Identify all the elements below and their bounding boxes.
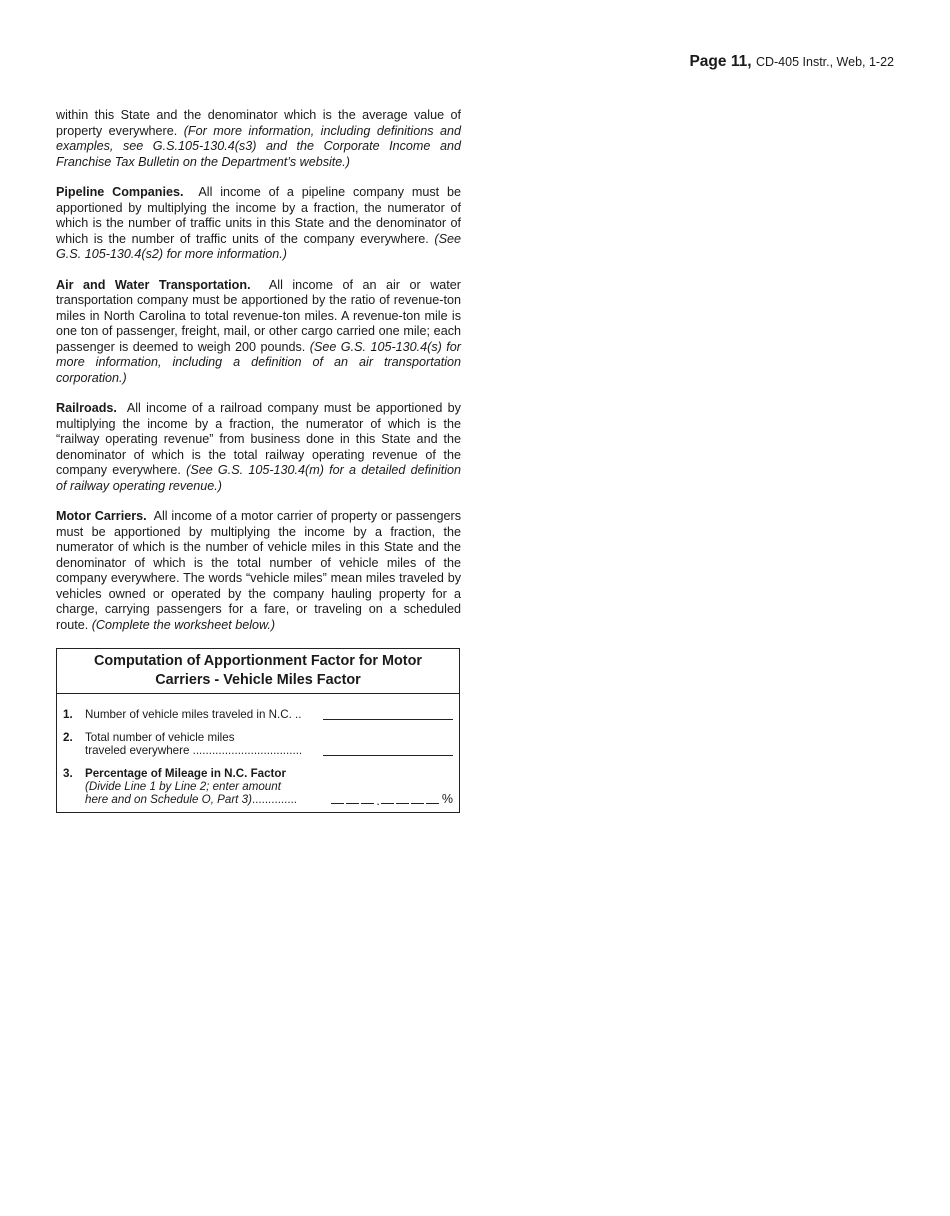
pipeline-paragraph: Pipeline Companies. All income of a pipeline company must be apportioned by multiplying the income by a fraction, the numerator of which is the number of traffic units in this State and the denominator of which is the number of traffic units of the company everywhere. (See G.S. 105-130.4(s2) for more information.)	[56, 185, 461, 261]
motor-carriers-heading: Motor Carriers.	[56, 509, 147, 523]
pipeline-heading: Pipeline Companies.	[56, 185, 184, 199]
intro-note: (For more information, including definitions and examples, see G.S.105-130.4(s3) and the Corporate Income and Franchise Tax Bulletin on the Department’s website.)	[56, 123, 461, 169]
worksheet-title: Computation of Apportionment Factor for Motor Carriers - Vehicle Miles Factor	[57, 649, 459, 694]
air-water-paragraph: Air and Water Transportation. All income of an air or water transportation company must be apportioned by the ratio of revenue-ton miles in North Carolina to total revenue-ton miles. A revenue-ton mile is one ton of passenger, freight, mail, or other cargo carried one mile; each passenger is deemed to weigh 200 pounds. (See G.S. 105-130.4(s) for more information, including a definition of an air transportation corporation.)	[56, 277, 461, 385]
intro-paragraph: within this State and the denominator which is the average value of property everywhere. (For more information, including definitions and examples, see G.S.105-130.4(s3) and the Corporate Income and Franchise Tax Bulletin on the Department’s website.)	[56, 108, 461, 169]
air-water-heading: Air and Water Transportation.	[56, 277, 251, 292]
railroads-note: (See G.S. 105-130.4(m) for a detailed definition of railway operating revenue.)	[56, 463, 461, 493]
motor-carriers-paragraph: Motor Carriers. All income of a motor carrier of property or passengers must be apportioned by multiplying the income by a fraction, the numerator of which is the number of vehicle miles in this State and the denominator of which is the total number of vehicle miles of the company everywhere. The words “vehicle miles” mean miles traveled by vehicles owned or operated by the company hauling property for a charge, carrying passengers for a fare, or traveling on a scheduled route. (Complete the worksheet below.)	[56, 509, 461, 632]
motor-carriers-note: (Complete the worksheet below.)	[91, 617, 276, 632]
page-number: Page 11,	[689, 53, 752, 70]
pipeline-note: (See G.S. 105-130.4(s2) for more information.)	[56, 231, 461, 261]
vehicle-miles-worksheet	[56, 648, 460, 813]
left-column	[56, 108, 461, 813]
form-id: CD-405 Instr., Web, 1-22	[755, 55, 894, 69]
total-vehicle-miles-field[interactable]	[323, 754, 453, 756]
page-header	[689, 53, 894, 71]
mileage-percentage-field[interactable]: . %	[331, 792, 453, 806]
worksheet-line-1: 1. Number of vehicle miles traveled in N.C. ..	[63, 708, 453, 721]
worksheet-line-3: 3. Percentage of Mileage in N.C. Factor (Divide Line 1 by Line 2; enter amount here and on Schedule O, Part 3).............. . %	[63, 767, 453, 808]
railroads-paragraph: Railroads. All income of a railroad company must be apportioned by multiplying the income by a fraction, the numerator of which is the “railway operating revenue” from business done in this State and the denominator of which is the total railway operating revenue of the company everywhere. (See G.S. 105-130.4(m) for a detailed definition of railway operating revenue.)	[56, 401, 461, 493]
worksheet-line-2: 2. Total number of vehicle miles traveled everywhere ..................................	[63, 731, 453, 757]
railroads-heading: Railroads.	[56, 401, 117, 415]
air-water-note: (See G.S. 105-130.4(s) for more information, including a definition of an air transportation corporation.)	[56, 339, 461, 385]
nc-vehicle-miles-field[interactable]	[323, 718, 453, 720]
percent-sign: %	[441, 792, 453, 806]
